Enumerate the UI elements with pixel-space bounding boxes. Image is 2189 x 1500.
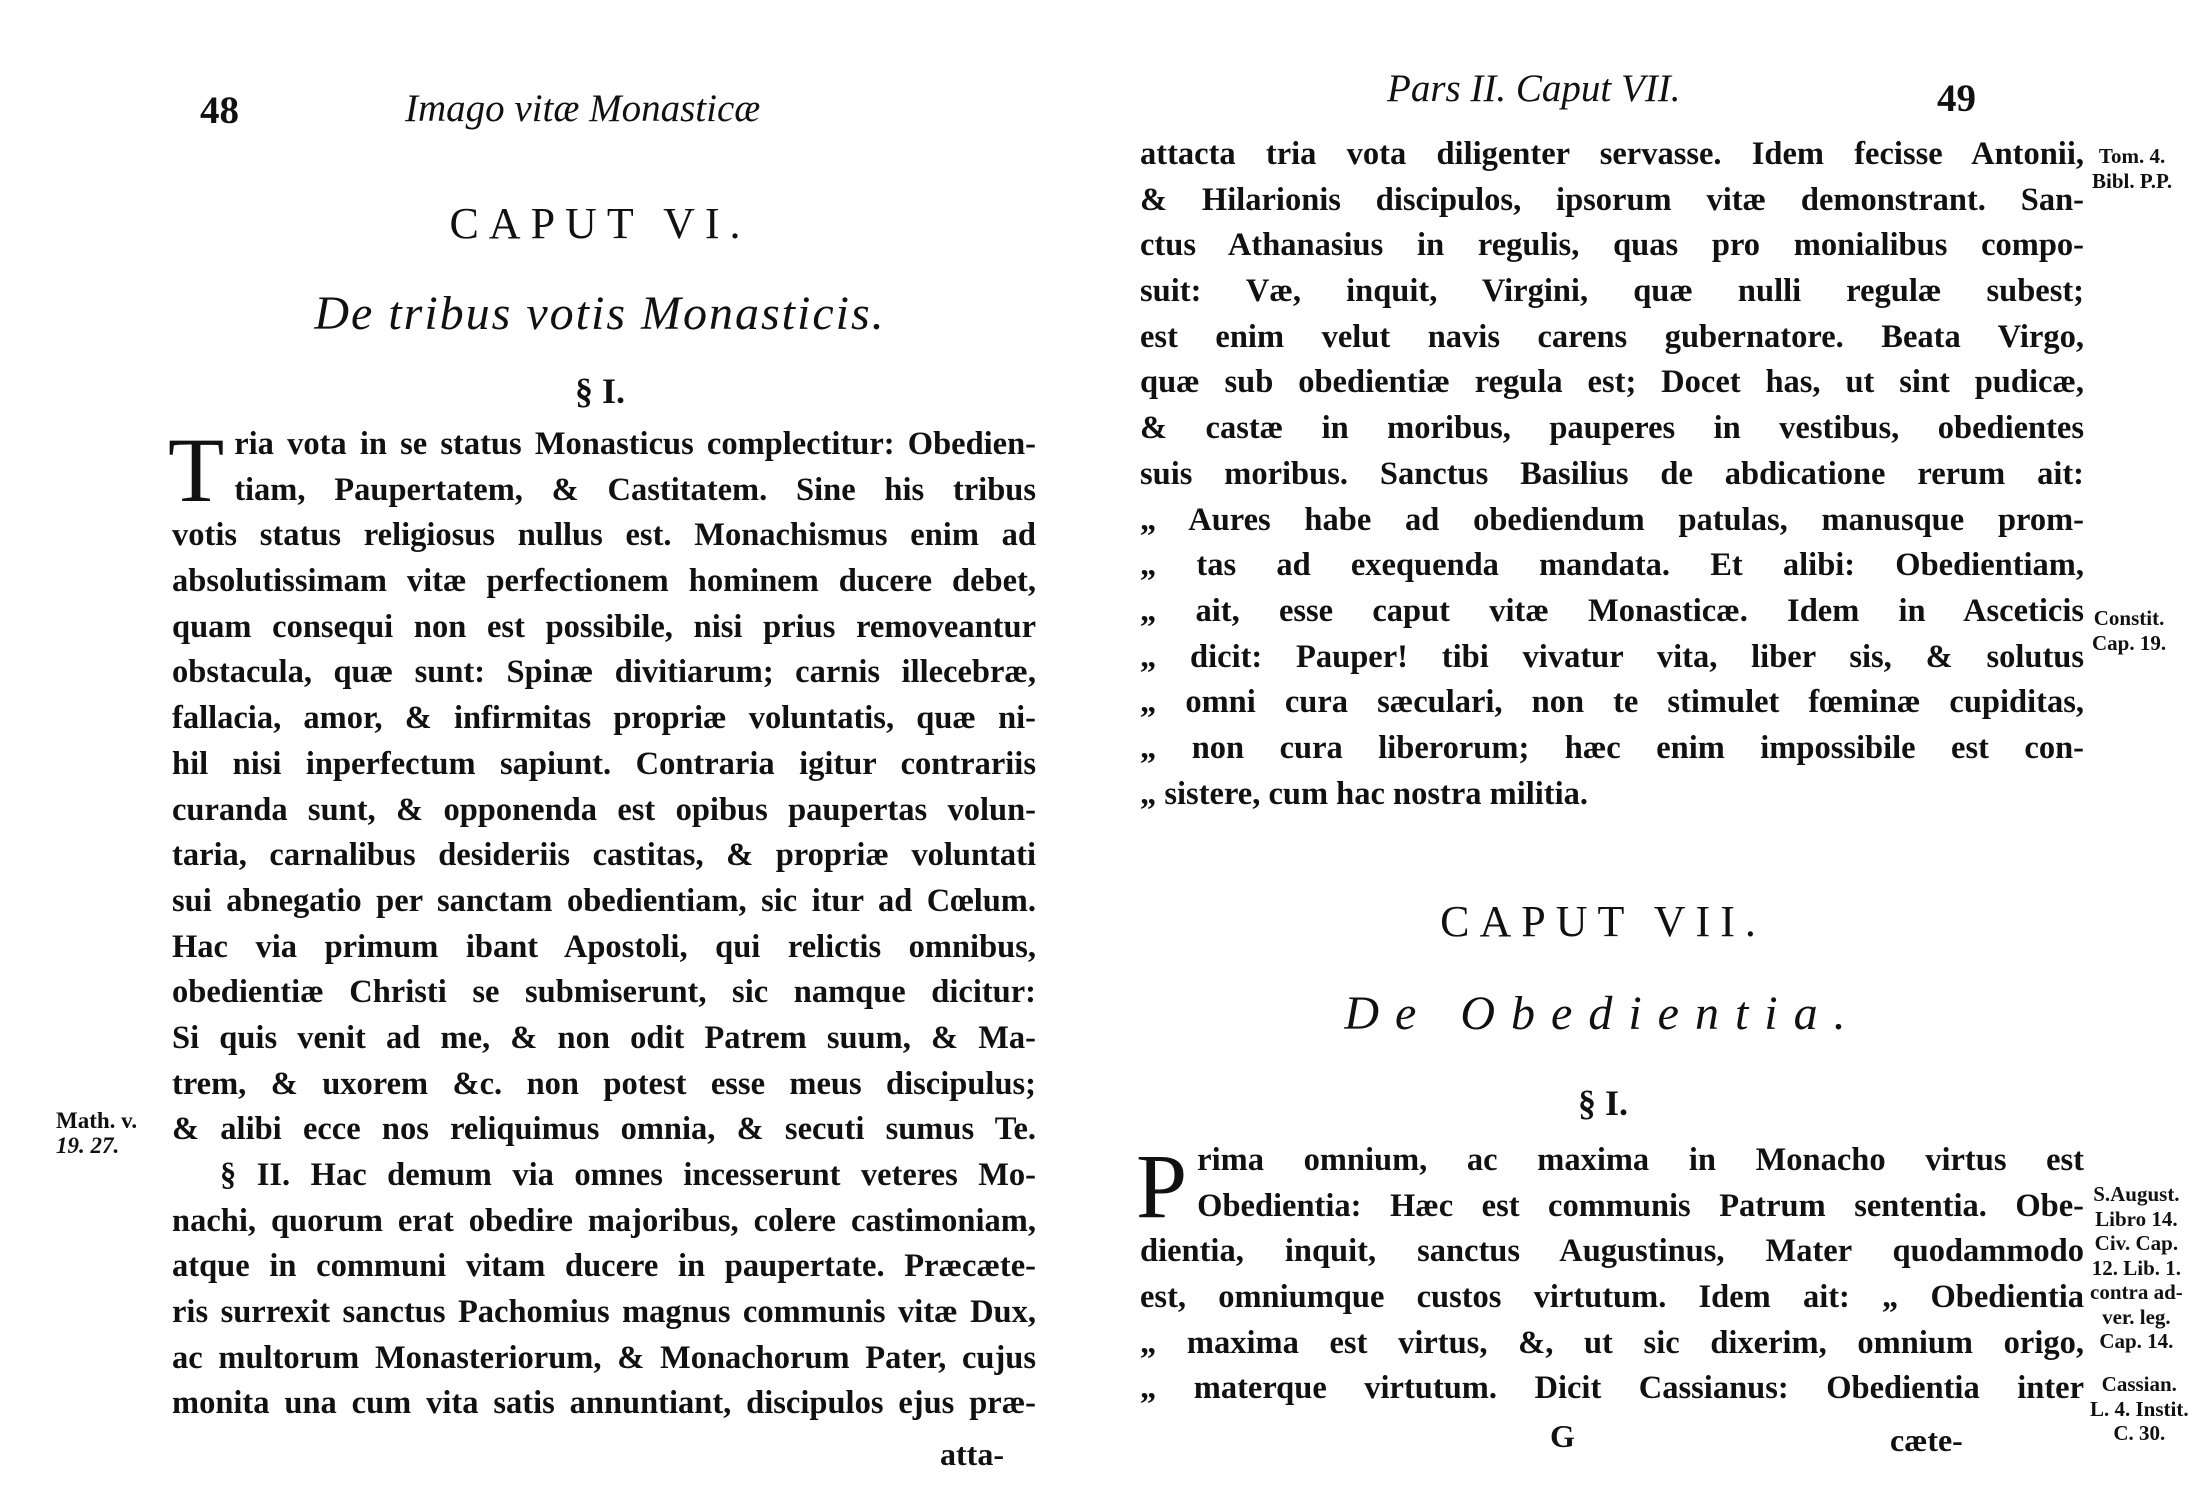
text-line: ctus Athanasius in regulis, quas pro monialibus compo- <box>1140 227 2084 264</box>
left-page <box>0 0 1082 1500</box>
text-line: „ sistere, cum hac nostra militia. <box>1140 775 1589 812</box>
text-line: Si quis venit ad me, & non odit Patrem suum, & Ma- <box>172 1019 1036 1056</box>
text-line: ris surrexit sanctus Pachomius magnus communis vitæ Dux, <box>172 1294 1036 1331</box>
margin-note-line: 19. 27. <box>56 1133 120 1158</box>
text-line: trem, & uxorem &c. non potest esse meus discipulus; <box>172 1065 1036 1102</box>
text-line: est enim velut navis carens gubernatore. Beata Virgo, <box>1140 318 2084 355</box>
text-line: nachi, quorum erat obedire majoribus, colere castimoniam, <box>172 1202 1036 1239</box>
margin-note-line: Tom. 4. <box>2098 144 2166 168</box>
text-line: quam consequi non est possibile, nisi prius removeantur <box>172 608 1036 645</box>
page-number-left: 48 <box>200 89 239 132</box>
catchword-right: cæte- <box>1890 1422 1963 1458</box>
text-line: & Hilarionis discipulos, ipsorum vitæ demonstrant. San- <box>1140 181 2084 218</box>
text-line: „ ait, esse caput vitæ Monasticæ. Idem in Asceticis <box>1140 592 2084 629</box>
margin-note-line: ver. leg. <box>2102 1304 2171 1329</box>
chapter-subtitle-vi: De tribus votis Monasticis. <box>314 287 886 340</box>
text-line: curanda sunt, & opponenda est opibus paupertas volun- <box>172 791 1036 828</box>
text-line: „ omni cura sæculari, non te stimulet fœminæ cupiditas, <box>1140 684 2084 721</box>
text-line: & castæ in moribus, pauperes in vestibus, obedientes <box>1140 410 2084 447</box>
right-body-text-top <box>1140 132 2084 817</box>
margin-note-line: Libro 14. <box>2095 1206 2178 1231</box>
margin-note-line: Cassian. <box>2101 1372 2177 1396</box>
dropcap-p: P <box>1136 1135 1188 1237</box>
text-line: „ maxima est virtus, &, ut sic dixerim, omnium origo, <box>1140 1324 2084 1361</box>
margin-note-line: Civ. Cap. <box>2094 1231 2179 1255</box>
text-line: monita una cum vita satis annuntiant, discipulos ejus præ- <box>172 1385 1036 1422</box>
text-line: attacta tria vota diligenter servasse. Idem fecisse Antonii, <box>1140 136 2084 172</box>
margin-note-tom <box>2092 144 2172 193</box>
chapter-subtitle-vii: De Obedientia. <box>1344 987 1862 1040</box>
text-line: & alibi ecce nos reliquimus omnia, & secuti sumus Te. <box>172 1111 1036 1148</box>
margin-note-constit <box>2092 606 2166 655</box>
catchword-left: atta- <box>940 1436 1004 1472</box>
text-line: Obedientia: Hæc est communis Patrum sententia. Obe- <box>1197 1187 2084 1224</box>
margin-note-line: Bibl. P.P. <box>2092 168 2173 193</box>
text-line: ria vota in se status Monasticus complectitur: Obedien- <box>234 426 1036 462</box>
margin-note-cassian <box>2090 1372 2189 1446</box>
margin-note-line: Constit. <box>2093 606 2165 630</box>
page-number-right: 49 <box>1937 77 1976 120</box>
margin-note-line: L. 4. Instit. <box>2090 1396 2189 1421</box>
left-body-text <box>168 419 1036 1427</box>
margin-note-line: 12. Lib. 1. <box>2091 1255 2182 1280</box>
text-line: „ non cura liberorum; hæc enim impossibile est con- <box>1140 729 2084 766</box>
text-line: tiam, Paupertatem, & Castitatem. Sine his tribus <box>234 471 1036 508</box>
text-line: atque in communi vitam ducere in paupertate. Præcæte- <box>172 1248 1036 1285</box>
text-line: taria, carnalibus desideriis castitas, & propriæ voluntati <box>172 837 1036 874</box>
section-heading-1-right: § I. <box>1577 1083 1628 1123</box>
running-title-left: Imago vitæ Monasticæ <box>405 87 761 130</box>
text-line: „ tas ad exequenda mandata. Et alibi: Obedientiam, <box>1140 547 2084 584</box>
text-line: „ Aures habe ad obediendum patulas, manusque prom- <box>1140 501 2084 538</box>
section-heading-1-left: § I. <box>574 371 625 411</box>
text-line: absolutissimam vitæ perfectionem hominem ducere debet, <box>172 563 1036 600</box>
dropcap-t: T <box>168 419 225 521</box>
right-page <box>1082 0 2189 1500</box>
text-line: obedientiæ Christi se submiserunt, sic namque dicitur: <box>172 974 1036 1011</box>
text-line: est, omniumque custos virtutum. Idem ait: „ Obedientia <box>1140 1279 2084 1316</box>
text-line: fallacia, amor, & infirmitas propriæ voluntatis, quæ ni- <box>172 700 1036 737</box>
text-line: „ dicit: Pauper! tibi vivatur vita, liber sis, & solutus <box>1140 638 2084 675</box>
text-line: votis status religiosus nullus est. Monachismus enim ad <box>172 517 1036 554</box>
right-body-text-bottom <box>1136 1135 2084 1412</box>
text-line: suis moribus. Sanctus Basilius de abdicatione rerum ait: <box>1140 455 2084 492</box>
text-line: hil nisi inperfectum sapiunt. Contraria igitur contrariis <box>172 745 1036 782</box>
running-title-right: Pars II. Caput VII. <box>1387 67 1681 110</box>
margin-note-line: Math. v. <box>56 1108 138 1133</box>
margin-note-math <box>56 1108 137 1158</box>
text-line: ac multorum Monasteriorum, & Monachorum Pater, cujus <box>172 1339 1036 1376</box>
chapter-heading-vi: CAPUT VI. <box>449 199 751 248</box>
margin-note-line: S.August. <box>2093 1182 2180 1206</box>
text-line: quæ sub obedientiæ regula est; Docet has, ut sint pudicæ, <box>1140 364 2084 401</box>
signature-mark: G <box>1550 1418 1575 1454</box>
text-line: Hac via primum ibant Apostoli, qui relictis omnibus, <box>172 928 1036 965</box>
margin-note-line: C. 30. <box>2113 1421 2166 1445</box>
margin-note-line: Cap. 19. <box>2092 630 2167 655</box>
margin-note-line: Cap. 14. <box>2099 1329 2174 1353</box>
text-line: rima omnium, ac maxima in Monacho virtus est <box>1197 1142 2084 1178</box>
text-line: § II. Hac demum via omnes incesserunt veteres Mo- <box>220 1157 1036 1193</box>
text-line: obstacula, quæ sunt: Spinæ divitiarum; carnis illecebræ, <box>172 654 1036 691</box>
text-line: „ materque virtutum. Dicit Cassianus: Obedientia inter <box>1140 1370 2084 1407</box>
chapter-heading-vii: CAPUT VII. <box>1440 897 1766 946</box>
margin-note-line: contra ad- <box>2090 1280 2183 1304</box>
text-line: sui abnegatio per sanctam obedientiam, sic itur ad Cœlum. <box>172 882 1036 919</box>
text-line: dientia, inquit, sanctus Augustinus, Mater quodammodo <box>1140 1233 2084 1270</box>
text-line: suit: Væ, inquit, Virgini, quæ nulli regulæ subest; <box>1140 273 2084 310</box>
margin-note-august <box>2090 1182 2183 1354</box>
